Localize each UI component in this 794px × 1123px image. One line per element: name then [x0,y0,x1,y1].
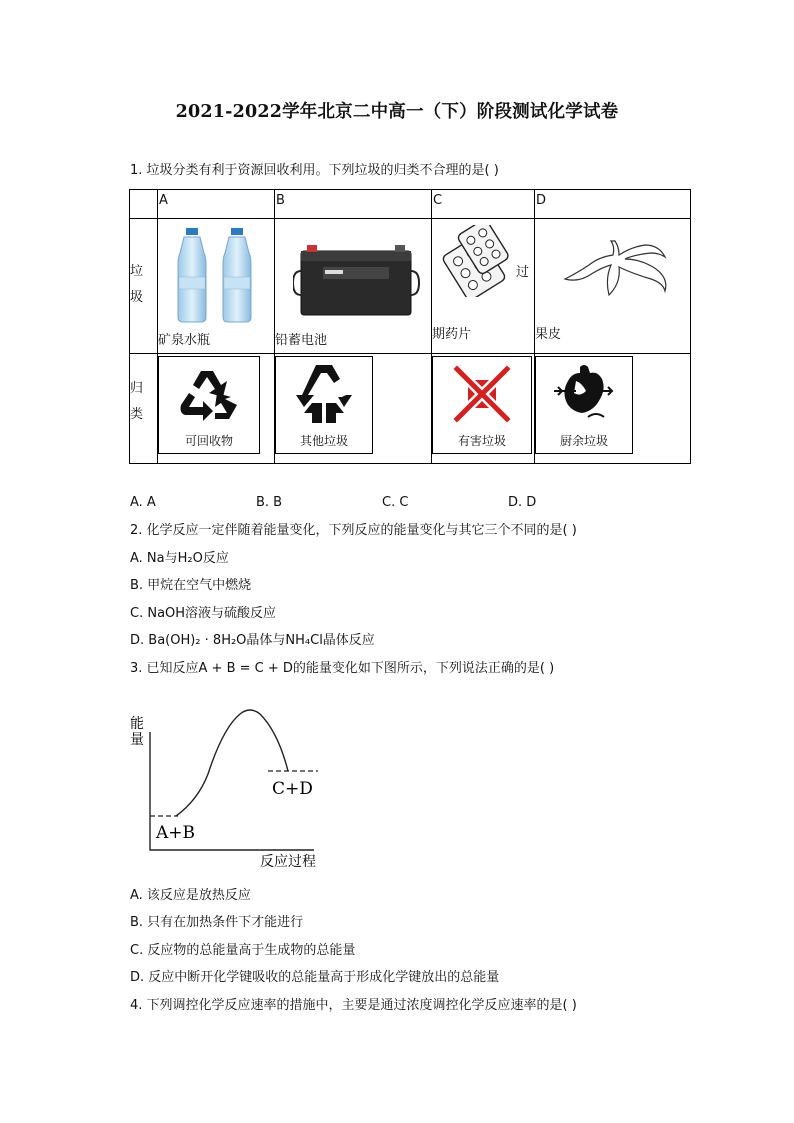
q3-option-c[interactable]: C. 反应物的总能量高于生成物的总能量 [130,943,356,958]
corner-cell [130,190,158,219]
q2-option-a[interactable]: A. Na与H₂O反应 [130,551,229,566]
question-3-stem: 3. 已知反应A + B = C + D的能量变化如下图所示，下列说法正确的是( ) [130,661,555,676]
q2-option-c[interactable]: C. NaOH溶液与硫酸反应 [130,606,277,621]
q3-option-d[interactable]: D. 反应中断开化学键吸收的总能量高于形成化学键放出的总能量 [130,970,500,985]
q2-option-d[interactable]: D. Ba(OH)₂ · 8H₂O晶体与NH₄Cl晶体反应 [130,633,375,648]
x-axis-label: 反应过程 [260,854,316,870]
item-cell-a [158,219,275,354]
item-label-b: 铅蓄电池 [275,333,328,348]
energy-diagram [128,688,328,873]
category-cell-b [275,354,432,464]
col-header-c: C [432,190,535,219]
item-cell-d [535,219,691,354]
garbage-table [129,189,691,464]
col-header-b: B [275,190,432,219]
col-header-a: A [158,190,275,219]
q3-option-b[interactable]: B. 只有在加热条件下才能进行 [130,915,304,930]
q1-option-a[interactable]: A. A [130,495,156,510]
recyclable-sign [158,356,260,454]
q3-option-a[interactable]: A. 该反应是放热反应 [130,888,251,903]
item-cell-b [275,219,432,354]
q2-option-b[interactable]: B. 甲烷在空气中燃烧 [130,578,252,593]
item-label-a: 矿泉水瓶 [158,333,211,348]
reactants-label: A+B [156,823,196,843]
water-bottles-icon [168,225,268,325]
item-label-d: 果皮 [535,327,562,342]
category-cell-c [432,354,535,464]
item-cell-c [432,219,535,354]
col-header-d: D [535,190,691,219]
kitchen-waste-icon [550,361,616,423]
expired-pills-icon [438,225,518,297]
recycle-icon [177,365,241,425]
y-axis-label-2: 量 [130,732,144,748]
other-waste-sign [275,356,373,454]
question-1-stem: 1. 垃圾分类有利于资源回收利用。下列垃圾的归类不合理的是( ) [130,163,499,178]
y-axis-label-1: 能 [130,716,144,732]
category-label-a: 可回收物 [184,434,233,448]
banana-peel-icon [559,239,669,299]
q1-option-d[interactable]: D. D [508,495,537,510]
lead-acid-battery-icon [293,241,421,321]
category-label-b: 其他垃圾 [299,434,348,448]
category-cell-a [158,354,275,464]
row-label-category: 归 类 [130,354,158,464]
q1-option-c[interactable]: C. C [382,495,409,510]
category-label-c: 有害垃圾 [457,434,506,448]
question-2-stem: 2. 化学反应一定伴随着能量变化，下列反应的能量变化与其它三个不同的是( ) [130,523,577,538]
products-label: C+D [272,779,313,799]
energy-curve [176,710,288,816]
hazardous-waste-sign [432,356,532,454]
question-4-stem: 4. 下列调控化学反应速率的措施中，主要是通过浓度调控化学反应速率的是( ) [130,998,577,1013]
kitchen-waste-sign [535,356,633,454]
row-label-garbage: 垃 圾 [130,219,158,354]
page-title: 2021-2022学年北京二中高一（下）阶段测试化学试卷 [175,102,619,122]
item-label-c-part1: 过 [516,265,530,280]
category-cell-d [535,354,691,464]
category-label-d: 厨余垃圾 [559,434,608,448]
item-label-c-part2: 期药片 [432,327,472,342]
hazardous-x-icon [451,365,513,423]
other-waste-icon [294,363,354,425]
q1-option-b[interactable]: B. B [256,495,283,510]
